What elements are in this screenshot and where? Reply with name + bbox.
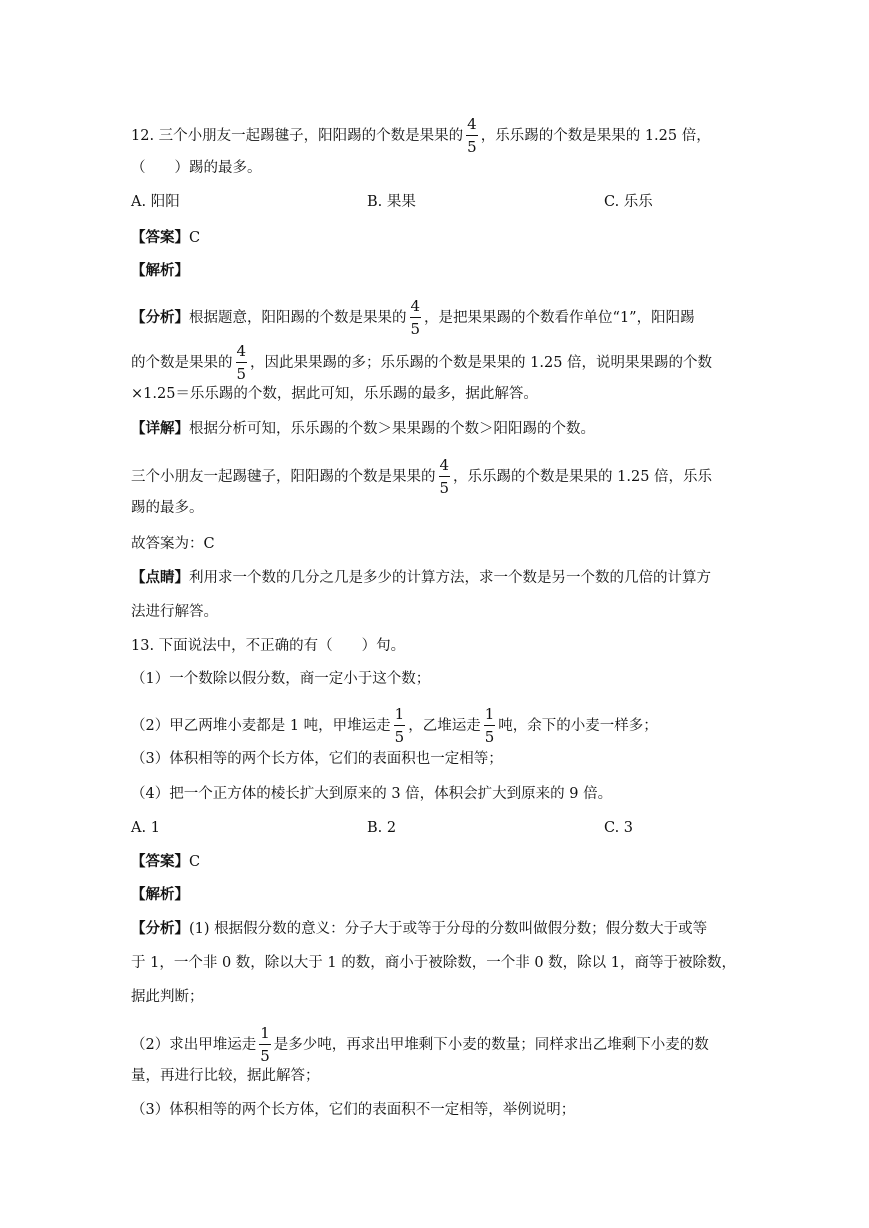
- fraction: $\frac{1}{5}$: [394, 705, 405, 746]
- q12-option-c: C. 乐乐: [604, 194, 653, 210]
- q12-option-a: A. 阳阳: [131, 194, 180, 210]
- fraction: $\frac{4}{5}$: [467, 115, 477, 156]
- q13-statement-2: （2）甲乙两堆小麦都是 1 吨，甲堆运走 $\frac{1}{5}$ ，乙堆运走 $\frac{1}{5}$ 吨，余下的小麦一样多；: [131, 705, 658, 746]
- q13-option-a: A. 1: [131, 820, 160, 836]
- q12-fenxi-line3: ×1.25＝乐乐踢的个数，据此可知，乐乐踢的最多，据此解答。: [131, 386, 538, 402]
- q12-text-a: 12. 三个小朋友一起踢毽子，阳阳踢的个数是果果的: [131, 128, 464, 144]
- q13-statement-4: （4）把一个正方体的棱长扩大到原来的 3 倍，体积会扩大到原来的 9 倍。: [131, 786, 613, 802]
- fraction: $\frac{4}{5}$: [439, 456, 450, 497]
- q12-xiangjie: 【详解】根据分析可知，乐乐踢的个数＞果果踢的个数＞阳阳踢的个数。: [131, 420, 595, 437]
- q13-fenxi-line3: 据此判断；: [131, 989, 204, 1005]
- q13-fenxi-line2: 于 1，一个非 0 数，除以大于 1 的数，商小于被除数，一个非 0 数，除以 1，商等于被除数，: [131, 955, 736, 971]
- q13-option-c: C. 3: [604, 820, 634, 836]
- q13-statement-1: （1）一个数除以假分数，商一定小于这个数；: [131, 671, 431, 687]
- q12-jiexi: 【解析】: [131, 262, 189, 279]
- q12-option-b: B. 果果: [367, 194, 416, 210]
- q13-fenxi-line4: （2）求出甲堆运走 $\frac{1}{5}$ 是多少吨，再求出甲堆剩下小麦的数量；同样求出乙堆剩下小麦的数: [131, 1024, 709, 1065]
- q13-answer: 【答案】C: [131, 853, 201, 870]
- q12-text-b: ，乐乐踢的个数是果果的 1.25 倍，: [480, 128, 711, 144]
- q12-answer: 【答案】C: [131, 229, 201, 246]
- fraction: $\frac{1}{5}$: [484, 705, 495, 746]
- q12-fenxi-line1: 【分析】根据题意，阳阳踢的个数是果果的 $\frac{4}{5}$ ，是把果果踢的个数看作单位“1”，阳阳踢: [131, 297, 695, 338]
- q12-detail-line1: 三个小朋友一起踢毽子，阳阳踢的个数是果果的 $\frac{4}{5}$ ，乐乐踢的个数是果果的 1.25 倍，乐乐: [131, 456, 713, 497]
- q12-dianjing-line1: 【点睛】利用求一个数的几分之几是多少的计算方法，求一个数是另一个数的几倍的计算方: [131, 569, 711, 586]
- q12-final: 故答案为：C: [131, 536, 215, 552]
- q13-statement-3: （3）体积相等的两个长方体，它们的表面积也一定相等；: [131, 751, 503, 767]
- q13-fenxi-line6: （3）体积相等的两个长方体，它们的表面积不一定相等，举例说明；: [131, 1102, 576, 1118]
- fraction: $\frac{4}{5}$: [410, 297, 421, 338]
- q13-option-b: B. 2: [367, 820, 397, 836]
- q12-dianjing-line2: 法进行解答。: [131, 604, 218, 620]
- fraction: $\frac{1}{5}$: [260, 1024, 270, 1065]
- q13-fenxi-line5: 量，再进行比较，据此解答；: [131, 1068, 320, 1084]
- q12-line1: [131, 117, 739, 155]
- q13-jiexi: 【解析】: [131, 886, 189, 903]
- fraction: $\frac{4}{5}$: [236, 342, 247, 383]
- q13-fenxi-line1: 【分析】(1) 根据假分数的意义：分子大于或等于分母的分数叫做假分数；假分数大于或等: [131, 920, 708, 937]
- q12-line2: （ ）踢的最多。: [131, 160, 262, 176]
- q13-title: 13. 下面说法中，不正确的有（ ）句。: [131, 638, 406, 654]
- q12-detail-line2: 踢的最多。: [131, 500, 204, 516]
- q12-fenxi-line2: 的个数是果果的 $\frac{4}{5}$ ，因此果果踢的多；乐乐踢的个数是果果的 1.25 倍，说明果果踢的个数: [131, 342, 713, 383]
